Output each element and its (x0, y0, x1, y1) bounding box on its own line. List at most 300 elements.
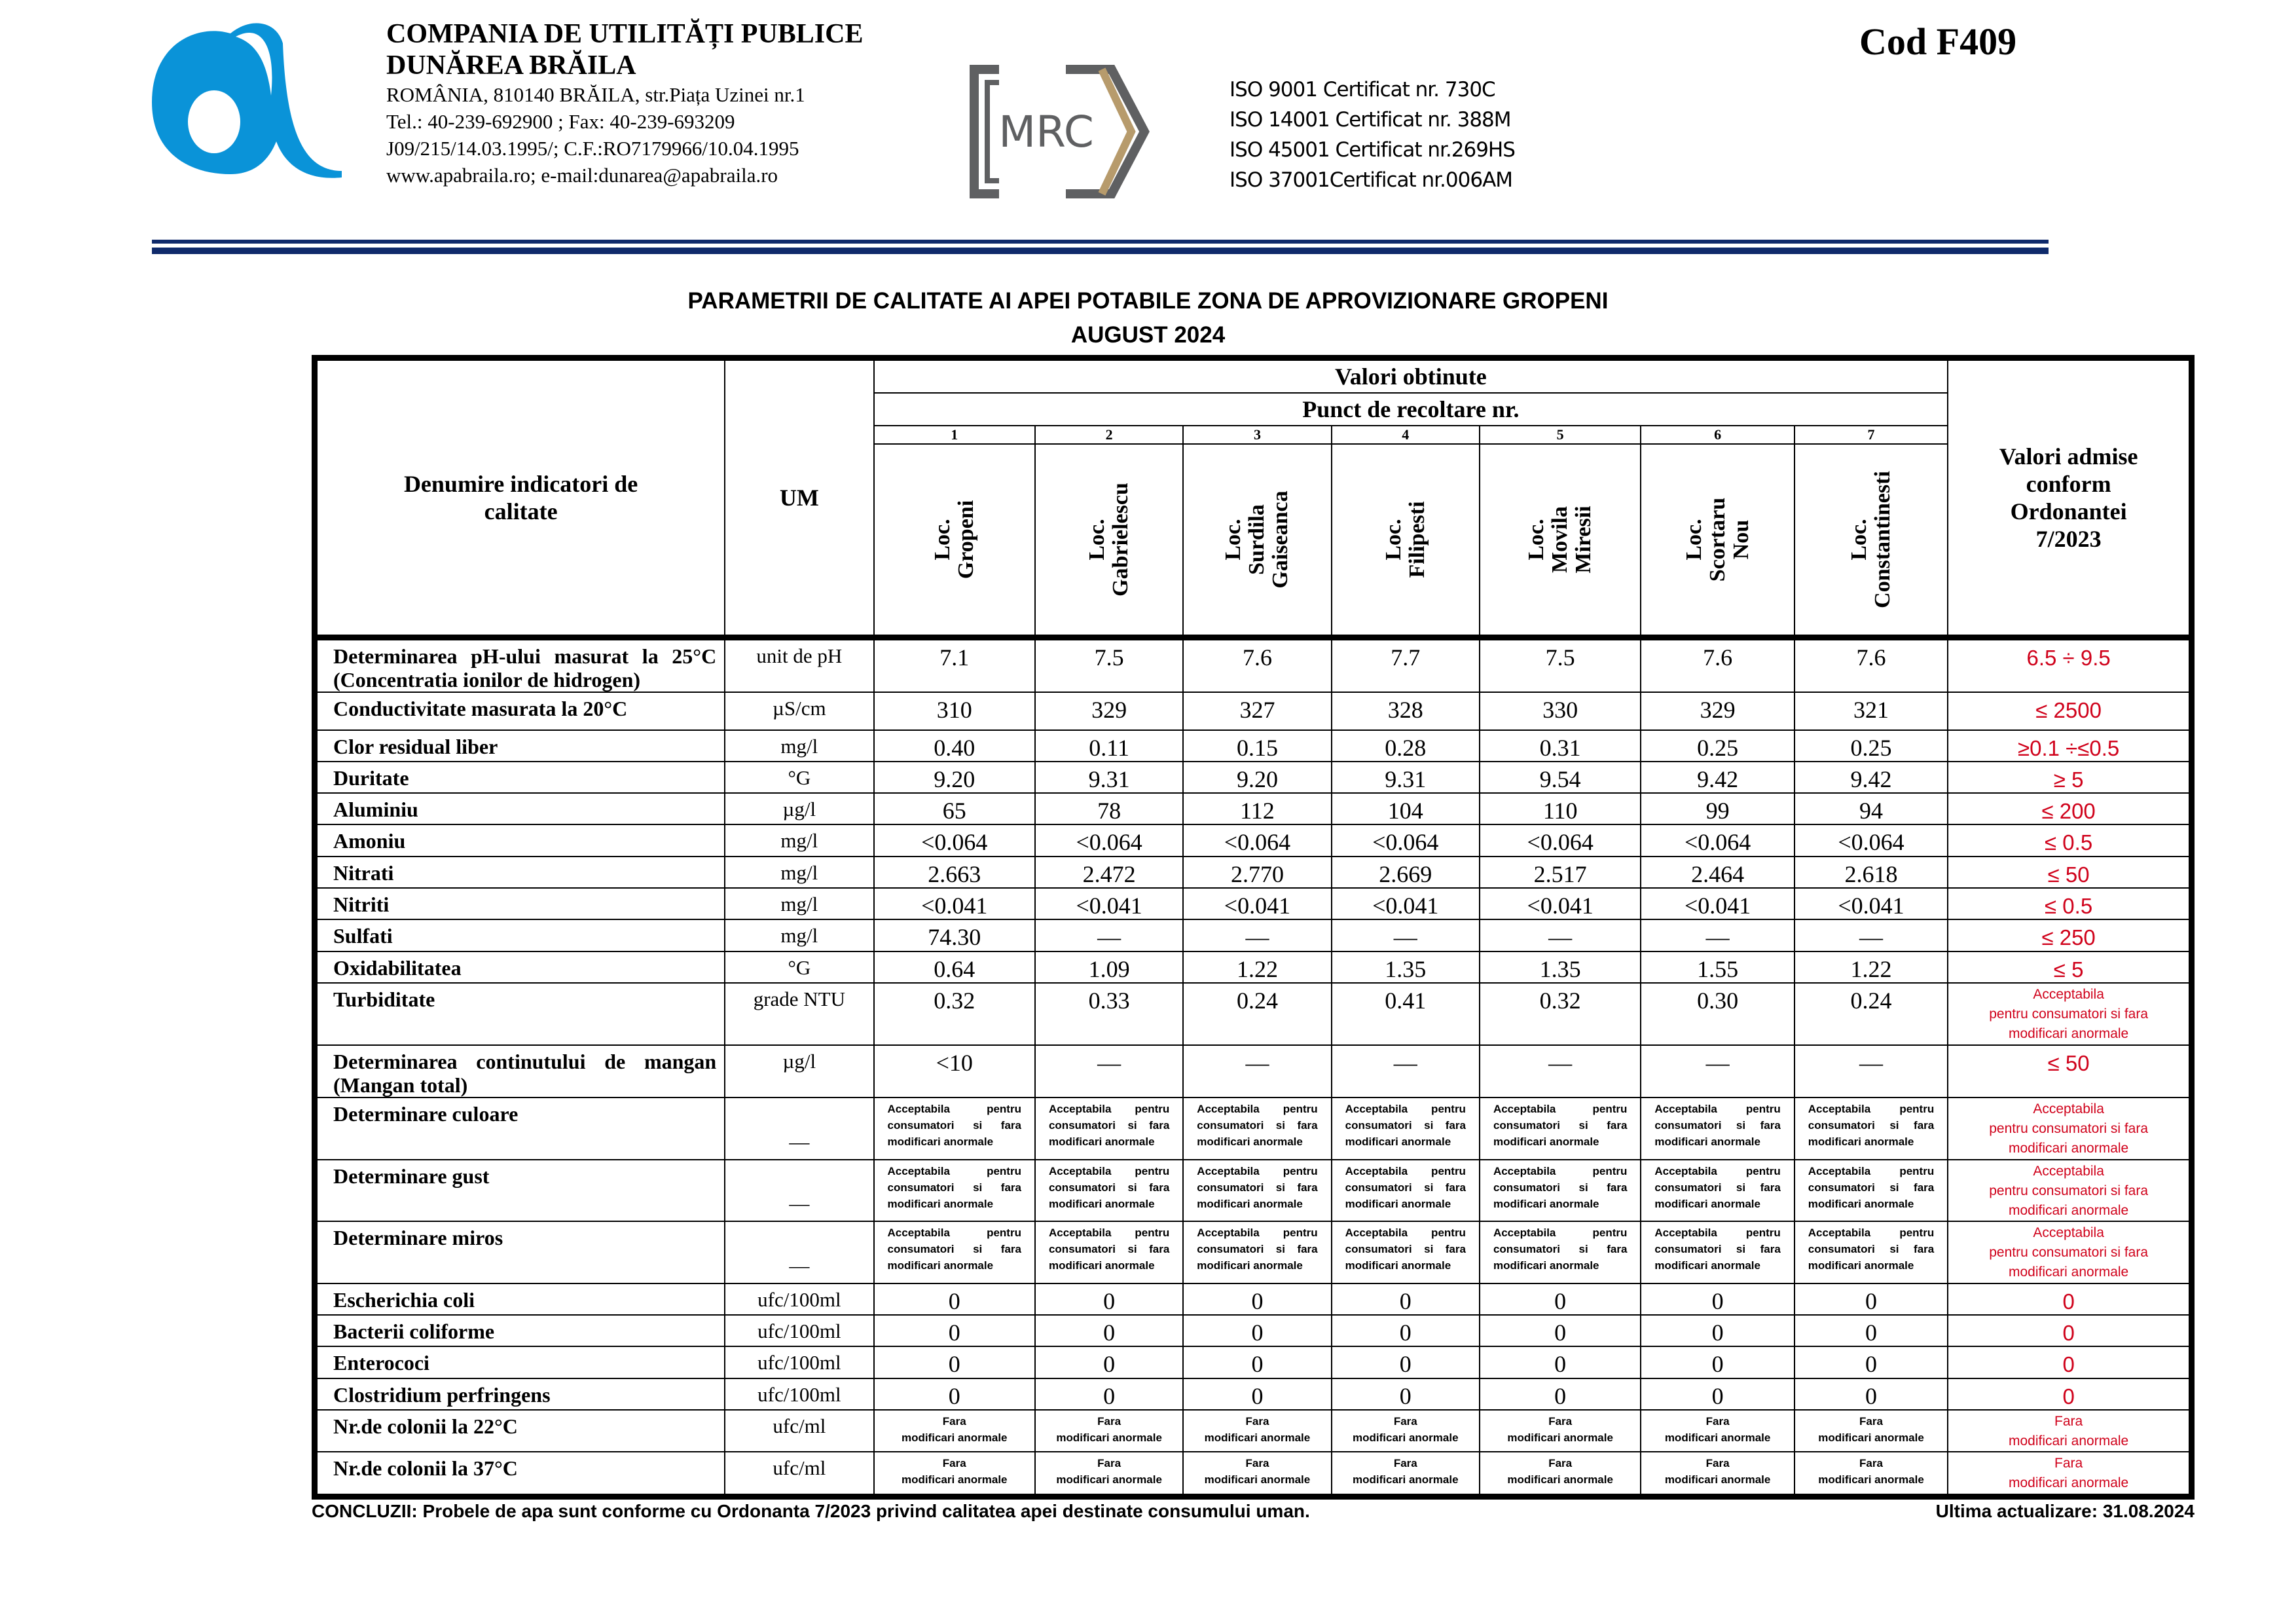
measured-value-line: modificari anormale (901, 1431, 1008, 1444)
measured-value: — (1183, 1045, 1331, 1098)
measured-value: Acceptabila pentru consumatori si fara modificari anormale (1480, 1098, 1641, 1160)
company-registry: J09/215/14.03.1995/; C.F.:RO7179966/10.04.1995 (386, 137, 799, 160)
measured-value (1795, 1410, 1948, 1452)
measured-value: <0.064 (1795, 824, 1948, 856)
point-location-name (1525, 506, 1595, 573)
admitted-value-line: Acceptabila (2033, 986, 2104, 1002)
measured-value: 0.40 (874, 730, 1035, 762)
measured-value: 9.31 (1332, 762, 1480, 793)
measured-value: 0 (1035, 1346, 1183, 1378)
measured-value: 0 (1795, 1346, 1948, 1378)
measured-value: 0.24 (1183, 983, 1331, 1045)
admitted-value: ≤ 0.5 (1948, 824, 2191, 856)
measured-value: 0.24 (1795, 983, 1948, 1045)
measured-value: <0.041 (1641, 888, 1794, 919)
mrc-logo-text: MRC (998, 107, 1094, 157)
table-row (315, 919, 2192, 951)
admitted-value-line: pentru consumatori si fara (1989, 1121, 2149, 1137)
measured-value: 0 (1480, 1315, 1641, 1346)
indicator-name: Determinare miros (315, 1221, 725, 1283)
indicator-um: µg/l (725, 793, 873, 824)
measured-value-line: Fara (1393, 1415, 1417, 1428)
measured-value: 1.22 (1183, 951, 1331, 983)
indicator-name: Clostridium perfringens (315, 1378, 725, 1410)
company-name: COMPANIA DE UTILITĂȚI PUBLICE (386, 19, 864, 49)
point-number: 7 (1795, 426, 1948, 444)
last-updated: Ultima actualizare: 31.08.2024 (1935, 1501, 2195, 1521)
admitted-value: 0 (1948, 1378, 2191, 1410)
company-address: ROMÂNIA, 810140 BRĂILA, str.Piața Uzinei nr.1 (386, 83, 805, 106)
measured-value: <0.041 (1795, 888, 1948, 919)
measured-value: 110 (1480, 793, 1641, 824)
table-row (315, 1452, 2192, 1496)
point-location-name (1848, 471, 1895, 608)
indicator-name: Turbiditate (315, 983, 725, 1045)
measured-value: — (1480, 1045, 1641, 1098)
company-sub: DUNĂREA BRĂILA (386, 50, 636, 81)
measured-value: 0 (1480, 1283, 1641, 1315)
measured-value: 0 (1183, 1346, 1331, 1378)
measured-value: Acceptabila pentru consumatori si fara modificari anormale (1641, 1160, 1794, 1222)
indicator-name: Nr.de colonii la 22°C (315, 1410, 725, 1452)
point-location-line: Loc. (1681, 519, 1706, 561)
point-location-name (1683, 498, 1753, 581)
measured-value (1035, 1410, 1183, 1452)
table-row (315, 888, 2192, 919)
point-number: 1 (874, 426, 1035, 444)
point-location-line: Loc. (930, 519, 955, 561)
measured-value (1183, 1452, 1331, 1496)
admitted-value-line: modificari anormale (2008, 1025, 2129, 1041)
admitted-value: ≤ 50 (1948, 857, 2191, 888)
iso-item: ISO 45001 Certificat nr.269HS (1230, 138, 1515, 162)
measured-value: 329 (1035, 692, 1183, 729)
measured-value-line: modificari anormale (1664, 1473, 1771, 1486)
page-title: PARAMETRII DE CALITATE AI APEI POTABILE ZONA DE APROVIZIONARE GROPENI (687, 288, 1609, 314)
table-row (315, 857, 2192, 888)
indicator-um: mg/l (725, 888, 873, 919)
measured-value: — (1332, 1045, 1480, 1098)
table-row (315, 730, 2192, 762)
measured-value: 104 (1332, 793, 1480, 824)
header-indicator-name: Denumire indicatori de calitate (315, 358, 725, 638)
measured-value: 0 (1641, 1315, 1794, 1346)
admitted-value: ≤ 250 (1948, 919, 2191, 951)
point-location-name (1085, 483, 1133, 597)
measured-value: 65 (874, 793, 1035, 824)
indicator-name: Clor residual liber (315, 730, 725, 762)
admitted-value (1948, 1221, 2191, 1283)
measured-value (1332, 1452, 1480, 1496)
measured-value-line: Fara (942, 1457, 966, 1470)
measured-value: Acceptabila pentru consumatori si fara modificari anormale (1641, 1221, 1794, 1283)
indicator-name: Conductivitate masurata la 20°C (315, 692, 725, 729)
measured-value: 94 (1795, 793, 1948, 824)
measured-value: 2.618 (1795, 857, 1948, 888)
point-number: 4 (1332, 426, 1480, 444)
measured-value: 9.20 (874, 762, 1035, 793)
point-location-line: Movila (1548, 506, 1573, 573)
measured-value: <0.041 (1332, 888, 1480, 919)
admitted-value-line: modificari anormale (2008, 1433, 2129, 1449)
admitted-value (1948, 1098, 2191, 1160)
measured-value-line: modificari anormale (1507, 1431, 1613, 1444)
point-number: 5 (1480, 426, 1641, 444)
measured-value: 0.25 (1795, 730, 1948, 762)
indicator-name: Determinare gust (315, 1160, 725, 1222)
indicator-um: °G (725, 762, 873, 793)
measured-value: 1.35 (1480, 951, 1641, 983)
indicator-um: — (725, 1098, 873, 1160)
admitted-value-line: modificari anormale (2008, 1141, 2129, 1156)
measured-value-line: modificari anormale (1204, 1473, 1311, 1486)
indicator-um: µS/cm (725, 692, 873, 729)
measured-value: 0 (1332, 1283, 1480, 1315)
measured-value-line: modificari anormale (1204, 1431, 1311, 1444)
measured-value: 0.41 (1332, 983, 1480, 1045)
measured-value: 0 (1480, 1378, 1641, 1410)
admitted-value-line: pentru consumatori si fara (1989, 1245, 2149, 1261)
indicator-um: mg/l (725, 824, 873, 856)
measured-value: 329 (1641, 692, 1794, 729)
indicator-name: Aluminiu (315, 793, 725, 824)
table-row (315, 1160, 2192, 1222)
indicator-name: Nr.de colonii la 37°C (315, 1452, 725, 1496)
measured-value: 321 (1795, 692, 1948, 729)
measured-value: 1.22 (1795, 951, 1948, 983)
iso-item: ISO 14001 Certificat nr. 388M (1230, 108, 1511, 132)
measured-value: 0 (1795, 1378, 1948, 1410)
table-row (315, 1346, 2192, 1378)
measured-value: Acceptabila pentru consumatori si fara modificari anormale (1183, 1098, 1331, 1160)
admitted-value-line: Acceptabila (2033, 1163, 2104, 1179)
indicator-name: Sulfati (315, 919, 725, 951)
point-location-name (931, 500, 978, 579)
measured-value: — (1641, 1045, 1794, 1098)
indicator-um: ufc/100ml (725, 1283, 873, 1315)
measured-value-line: Fara (1548, 1415, 1573, 1428)
admitted-value: ≥0.1 ÷≤0.5 (1948, 730, 2191, 762)
point-location-line: Surdila (1245, 504, 1269, 575)
admitted-value: ≥ 5 (1948, 762, 2191, 793)
measured-value: Acceptabila pentru consumatori si fara modificari anormale (1641, 1098, 1794, 1160)
admitted-value-line: Acceptabila (2033, 1101, 2104, 1117)
table-row (315, 1098, 2192, 1160)
measured-value: 0 (1332, 1378, 1480, 1410)
measured-value: — (1183, 919, 1331, 951)
measured-value (1795, 1452, 1948, 1496)
indicator-um: grade NTU (725, 983, 873, 1045)
point-number: 6 (1641, 426, 1794, 444)
measured-value: — (1480, 919, 1641, 951)
point-location-line: Loc. (1847, 519, 1871, 561)
measured-value: <0.041 (1183, 888, 1331, 919)
admitted-value-line: Acceptabila (2033, 1225, 2104, 1241)
measured-value: 0 (1332, 1346, 1480, 1378)
measured-value: — (1332, 919, 1480, 951)
admitted-value (1948, 983, 2191, 1045)
measured-value (1183, 1410, 1331, 1452)
measured-value: 0.31 (1480, 730, 1641, 762)
measured-value: <0.064 (1480, 824, 1641, 856)
indicator-name: Duritate (315, 762, 725, 793)
measured-value-line: modificari anormale (1353, 1431, 1459, 1444)
table-row (315, 1283, 2192, 1315)
measured-value-line: modificari anormale (1818, 1473, 1924, 1486)
indicator-um: ufc/ml (725, 1452, 873, 1496)
measured-value: <0.064 (1641, 824, 1794, 856)
measured-value: 0 (1641, 1283, 1794, 1315)
measured-value: 2.669 (1332, 857, 1480, 888)
indicator-name: Amoniu (315, 824, 725, 856)
measured-value: 0 (874, 1346, 1035, 1378)
indicator-um: unit de pH (725, 637, 873, 692)
measured-value: 0 (1641, 1346, 1794, 1378)
measured-value: <0.041 (1035, 888, 1183, 919)
point-location-line: Scortaru (1705, 497, 1730, 582)
measured-value: 7.5 (1480, 637, 1641, 692)
measured-value (1641, 1410, 1794, 1452)
admitted-value-line: pentru consumatori si fara (1989, 1006, 2149, 1022)
measured-value: <0.064 (874, 824, 1035, 856)
measured-value: 327 (1183, 692, 1331, 729)
page-subtitle: AUGUST 2024 (1070, 322, 1226, 348)
measured-value: 2.663 (874, 857, 1035, 888)
measured-value (1641, 1452, 1794, 1496)
measured-value-line: modificari anormale (901, 1473, 1008, 1486)
indicator-name: Bacterii coliforme (315, 1315, 725, 1346)
admitted-value: 6.5 ÷ 9.5 (1948, 637, 2191, 692)
measured-value: Acceptabila pentru consumatori si fara modificari anormale (874, 1221, 1035, 1283)
document-code: Cod F409 (1859, 20, 2017, 63)
measured-value: 0 (1795, 1283, 1948, 1315)
table-row (315, 824, 2192, 856)
measured-value: — (1035, 1045, 1183, 1098)
measured-value: <0.064 (1332, 824, 1480, 856)
measured-value-line: Fara (1245, 1457, 1269, 1470)
measured-value: — (1795, 1045, 1948, 1098)
table-row (315, 762, 2192, 793)
point-location-line: Gropeni (953, 500, 978, 580)
measured-value: 0 (1332, 1315, 1480, 1346)
point-location-line: Loc. (1524, 519, 1549, 561)
quality-table (312, 355, 2195, 1500)
measured-value: Acceptabila pentru consumatori si fara modificari anormale (1332, 1221, 1480, 1283)
table-row (315, 1315, 2192, 1346)
indicator-um: ufc/100ml (725, 1315, 873, 1346)
indicator-um: ufc/100ml (725, 1378, 873, 1410)
point-location-name (1382, 501, 1429, 578)
measured-value: 0.32 (874, 983, 1035, 1045)
measured-value: 0 (1183, 1378, 1331, 1410)
measured-value (874, 1410, 1035, 1452)
point-location-cell (1332, 444, 1480, 637)
table-row (315, 793, 2192, 824)
mrc-logo (968, 63, 1161, 200)
company-web: www.apabraila.ro; e-mail:dunarea@apabraila.ro (386, 164, 778, 187)
point-location-cell (1480, 444, 1641, 637)
measured-value: Acceptabila pentru consumatori si fara modificari anormale (1035, 1098, 1183, 1160)
point-location-line: Nou (1728, 519, 1753, 560)
measured-value: Acceptabila pentru consumatori si fara modificari anormale (1035, 1221, 1183, 1283)
point-location-line: Gaiseanca (1268, 490, 1293, 589)
measured-value-line: Fara (1859, 1457, 1883, 1470)
measured-value: 7.6 (1183, 637, 1331, 692)
header-divider-thick (152, 248, 2049, 254)
admitted-value-line: pentru consumatori si fara (1989, 1183, 2149, 1198)
measured-value: 0.11 (1035, 730, 1183, 762)
measured-value: 7.6 (1641, 637, 1794, 692)
measured-value (874, 1452, 1035, 1496)
measured-value: Acceptabila pentru consumatori si fara modificari anormale (1480, 1160, 1641, 1222)
admitted-value (1948, 1410, 2191, 1452)
point-location-cell (1795, 444, 1948, 637)
indicator-um: ufc/ml (725, 1410, 873, 1452)
admitted-value: 0 (1948, 1346, 2191, 1378)
measured-value: 9.20 (1183, 762, 1331, 793)
measured-value: — (1795, 919, 1948, 951)
measured-value: — (1641, 919, 1794, 951)
measured-value-line: modificari anormale (1056, 1473, 1162, 1486)
measured-value: 2.770 (1183, 857, 1331, 888)
measured-value-line: modificari anormale (1818, 1431, 1924, 1444)
table-row (315, 1221, 2192, 1283)
measured-value: 1.55 (1641, 951, 1794, 983)
measured-value: 310 (874, 692, 1035, 729)
admitted-value: 0 (1948, 1315, 2191, 1346)
measured-value: Acceptabila pentru consumatori si fara modificari anormale (874, 1098, 1035, 1160)
header-values-title: Valori obtinute (874, 358, 1948, 393)
measured-value: Acceptabila pentru consumatori si fara modificari anormale (1795, 1098, 1948, 1160)
indicator-um: mg/l (725, 919, 873, 951)
measured-value: 2.464 (1641, 857, 1794, 888)
point-location-line: Loc. (1221, 519, 1246, 561)
measured-value: 2.517 (1480, 857, 1641, 888)
company-logo (152, 17, 348, 187)
measured-value: 9.42 (1641, 762, 1794, 793)
measured-value: 0 (1480, 1346, 1641, 1378)
point-location-cell (1183, 444, 1331, 637)
measured-value: 0 (874, 1283, 1035, 1315)
measured-value (1332, 1410, 1480, 1452)
table-row (315, 1378, 2192, 1410)
indicator-name: Oxidabilitatea (315, 951, 725, 983)
measured-value: 112 (1183, 793, 1331, 824)
measured-value: <0.064 (1183, 824, 1331, 856)
admitted-value-line: modificari anormale (2008, 1202, 2129, 1218)
measured-value: 0.32 (1480, 983, 1641, 1045)
measured-value (1480, 1410, 1641, 1452)
measured-value: 9.31 (1035, 762, 1183, 793)
table-row (315, 983, 2192, 1045)
point-location-line: Filipesti (1404, 501, 1429, 578)
measured-value: 0 (1183, 1283, 1331, 1315)
measured-value: 0 (874, 1315, 1035, 1346)
admitted-value-line: modificari anormale (2008, 1264, 2129, 1280)
measured-value: 1.35 (1332, 951, 1480, 983)
measured-value-line: modificari anormale (1664, 1431, 1771, 1444)
measured-value: 330 (1480, 692, 1641, 729)
admitted-value-line: modificari anormale (2008, 1475, 2129, 1491)
measured-value-line: Fara (1097, 1415, 1121, 1428)
measured-value: 7.1 (874, 637, 1035, 692)
measured-value: <10 (874, 1045, 1035, 1098)
indicator-um: °G (725, 951, 873, 983)
measured-value: 7.7 (1332, 637, 1480, 692)
admitted-value-line: Fara (2054, 1414, 2083, 1429)
header-um: UM (725, 358, 873, 638)
admitted-value: ≤ 50 (1948, 1045, 2191, 1098)
indicator-name: Determinarea continutului de mangan (Mangan total) (315, 1045, 725, 1098)
measured-value: Acceptabila pentru consumatori si fara modificari anormale (1480, 1221, 1641, 1283)
measured-value: <0.064 (1035, 824, 1183, 856)
table-row (315, 637, 2192, 692)
iso-certifications (1230, 75, 1515, 195)
measured-value: 0.64 (874, 951, 1035, 983)
indicator-um: — (725, 1221, 873, 1283)
measured-value: Acceptabila pentru consumatori si fara modificari anormale (1035, 1160, 1183, 1222)
measured-value: 0.28 (1332, 730, 1480, 762)
measured-value: Acceptabila pentru consumatori si fara modificari anormale (1183, 1160, 1331, 1222)
measured-value: 99 (1641, 793, 1794, 824)
measured-value: 0 (1795, 1315, 1948, 1346)
measured-value: 0.33 (1035, 983, 1183, 1045)
measured-value: Acceptabila pentru consumatori si fara modificari anormale (1332, 1098, 1480, 1160)
conclusion-text: CONCLUZII: Probele de apa sunt conforme cu Ordonanta 7/2023 privind calitatea apei destinate consumului uman. (312, 1501, 1310, 1521)
measured-value: 0 (1035, 1315, 1183, 1346)
iso-item: ISO 9001 Certificat nr. 730C (1230, 78, 1495, 101)
measured-value: 7.5 (1035, 637, 1183, 692)
indicator-name: Enterococi (315, 1346, 725, 1378)
admitted-value: ≤ 5 (1948, 951, 2191, 983)
measured-value: 0 (1035, 1283, 1183, 1315)
measured-value: 0.15 (1183, 730, 1331, 762)
measured-value: 2.472 (1035, 857, 1183, 888)
measured-value-line: modificari anormale (1056, 1431, 1162, 1444)
admitted-value: ≤ 200 (1948, 793, 2191, 824)
point-location-cell (874, 444, 1035, 637)
measured-value: Acceptabila pentru consumatori si fara modificari anormale (1795, 1221, 1948, 1283)
measured-value: Acceptabila pentru consumatori si fara modificari anormale (1795, 1160, 1948, 1222)
point-number: 3 (1183, 426, 1331, 444)
measured-value-line: Fara (1393, 1457, 1417, 1470)
admitted-value-line: Fara (2054, 1456, 2083, 1471)
admitted-value (1948, 1452, 2191, 1496)
measured-value-line: Fara (1859, 1415, 1883, 1428)
point-location-name (1222, 490, 1292, 588)
company-info (386, 18, 923, 189)
measured-value (1480, 1452, 1641, 1496)
point-location-line: Loc. (1381, 519, 1406, 561)
measured-value: 9.54 (1480, 762, 1641, 793)
measured-value: <0.041 (874, 888, 1035, 919)
measured-value: 7.6 (1795, 637, 1948, 692)
header-divider (152, 240, 2049, 244)
measured-value: 0 (1641, 1378, 1794, 1410)
point-location-cell (1035, 444, 1183, 637)
admitted-value: 0 (1948, 1283, 2191, 1315)
indicator-name: Escherichia coli (315, 1283, 725, 1315)
admitted-value (1948, 1160, 2191, 1222)
indicator-um: mg/l (725, 730, 873, 762)
measured-value: 0.30 (1641, 983, 1794, 1045)
indicator-name: Nitriti (315, 888, 725, 919)
indicator-um: ufc/100ml (725, 1346, 873, 1378)
measured-value-line: Fara (1705, 1457, 1730, 1470)
indicator-name: Determinare culoare (315, 1098, 725, 1160)
measured-value: <0.041 (1480, 888, 1641, 919)
admitted-value: ≤ 0.5 (1948, 888, 2191, 919)
